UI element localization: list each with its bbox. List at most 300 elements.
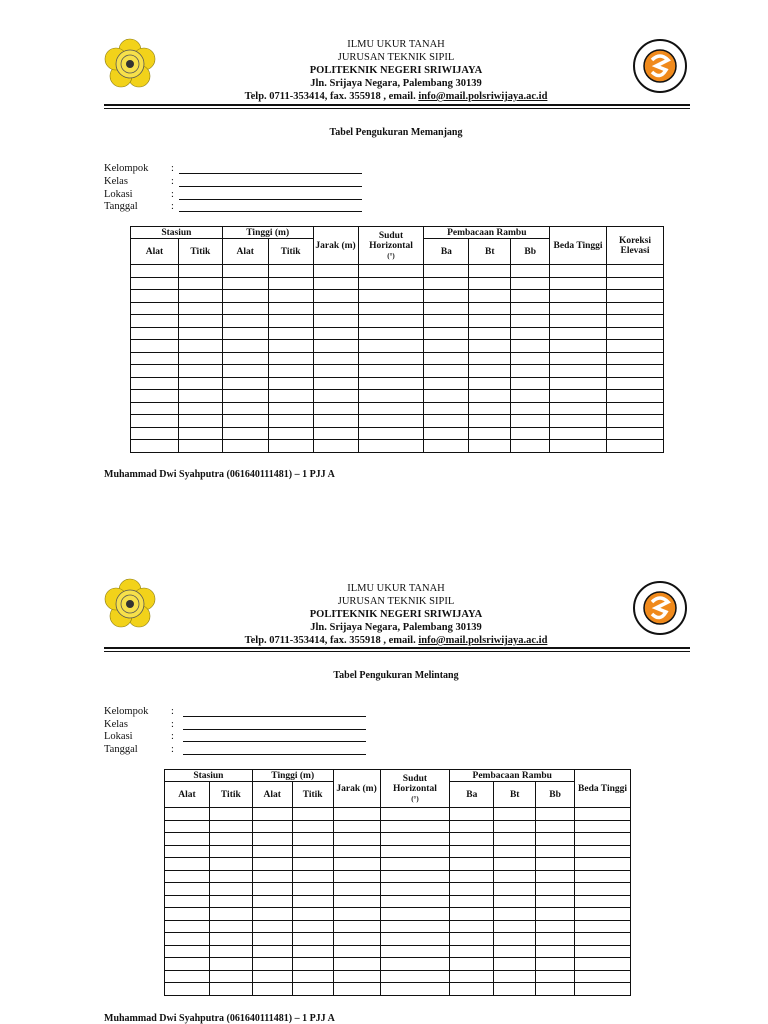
table-cell[interactable] <box>209 970 252 983</box>
table-cell[interactable] <box>131 377 179 390</box>
table-cell[interactable] <box>268 277 313 290</box>
table-cell[interactable] <box>380 845 450 858</box>
table-cell[interactable] <box>178 440 222 453</box>
table-cell[interactable] <box>511 365 550 378</box>
table-cell[interactable] <box>424 352 469 365</box>
table-cell[interactable] <box>292 883 333 896</box>
table-cell[interactable] <box>469 402 511 415</box>
table-cell[interactable] <box>575 970 631 983</box>
table-cell[interactable] <box>469 302 511 315</box>
table-cell[interactable] <box>178 290 222 303</box>
table-cell[interactable] <box>511 390 550 403</box>
table-cell[interactable] <box>178 390 222 403</box>
table-cell[interactable] <box>380 833 450 846</box>
table-cell[interactable] <box>511 265 550 278</box>
table-cell[interactable] <box>469 427 511 440</box>
kelas-input-line[interactable] <box>179 186 362 187</box>
table-cell[interactable] <box>450 958 494 971</box>
table-cell[interactable] <box>450 933 494 946</box>
table-cell[interactable] <box>358 277 424 290</box>
table-cell[interactable] <box>575 945 631 958</box>
table-cell[interactable] <box>450 883 494 896</box>
table-cell[interactable] <box>380 908 450 921</box>
table-cell[interactable] <box>550 265 607 278</box>
table-cell[interactable] <box>380 895 450 908</box>
table-cell[interactable] <box>380 820 450 833</box>
table-cell[interactable] <box>313 340 358 353</box>
table-cell[interactable] <box>550 352 607 365</box>
table-cell[interactable] <box>333 933 380 946</box>
table-cell[interactable] <box>469 415 511 428</box>
table-cell[interactable] <box>165 845 210 858</box>
table-cell[interactable] <box>222 427 268 440</box>
table-cell[interactable] <box>607 352 664 365</box>
table-cell[interactable] <box>165 908 210 921</box>
table-cell[interactable] <box>313 302 358 315</box>
table-cell[interactable] <box>494 933 536 946</box>
table-cell[interactable] <box>575 833 631 846</box>
table-cell[interactable] <box>313 440 358 453</box>
table-cell[interactable] <box>131 427 179 440</box>
table-cell[interactable] <box>424 315 469 328</box>
table-cell[interactable] <box>292 908 333 921</box>
table-cell[interactable] <box>511 277 550 290</box>
table-cell[interactable] <box>252 895 292 908</box>
table-cell[interactable] <box>222 365 268 378</box>
table-cell[interactable] <box>575 920 631 933</box>
table-cell[interactable] <box>358 365 424 378</box>
table-cell[interactable] <box>313 415 358 428</box>
table-cell[interactable] <box>550 327 607 340</box>
table-cell[interactable] <box>131 340 179 353</box>
table-cell[interactable] <box>358 315 424 328</box>
table-cell[interactable] <box>268 415 313 428</box>
kelompok-input-line[interactable] <box>179 173 362 174</box>
lokasi-input-line[interactable] <box>183 741 366 742</box>
table-cell[interactable] <box>424 277 469 290</box>
table-cell[interactable] <box>252 983 292 996</box>
table-cell[interactable] <box>607 440 664 453</box>
table-cell[interactable] <box>469 265 511 278</box>
table-cell[interactable] <box>333 883 380 896</box>
table-cell[interactable] <box>494 870 536 883</box>
table-cell[interactable] <box>358 302 424 315</box>
table-cell[interactable] <box>131 402 179 415</box>
table-cell[interactable] <box>292 970 333 983</box>
table-cell[interactable] <box>494 895 536 908</box>
table-cell[interactable] <box>222 265 268 278</box>
table-cell[interactable] <box>550 340 607 353</box>
table-cell[interactable] <box>450 808 494 821</box>
table-cell[interactable] <box>131 390 179 403</box>
table-cell[interactable] <box>424 340 469 353</box>
table-cell[interactable] <box>268 290 313 303</box>
table-cell[interactable] <box>494 908 536 921</box>
table-cell[interactable] <box>252 858 292 871</box>
table-cell[interactable] <box>536 920 575 933</box>
table-cell[interactable] <box>511 315 550 328</box>
email-link[interactable]: info@mail.polsriwijaya.ac.id <box>418 91 548 102</box>
table-cell[interactable] <box>380 808 450 821</box>
table-cell[interactable] <box>178 277 222 290</box>
table-cell[interactable] <box>209 933 252 946</box>
table-cell[interactable] <box>575 958 631 971</box>
table-cell[interactable] <box>450 870 494 883</box>
table-cell[interactable] <box>178 365 222 378</box>
table-cell[interactable] <box>494 833 536 846</box>
table-cell[interactable] <box>252 820 292 833</box>
table-cell[interactable] <box>268 340 313 353</box>
table-cell[interactable] <box>550 377 607 390</box>
table-cell[interactable] <box>469 327 511 340</box>
table-cell[interactable] <box>536 883 575 896</box>
table-cell[interactable] <box>358 265 424 278</box>
table-cell[interactable] <box>550 277 607 290</box>
table-cell[interactable] <box>268 390 313 403</box>
table-cell[interactable] <box>575 908 631 921</box>
table-cell[interactable] <box>536 933 575 946</box>
table-cell[interactable] <box>469 377 511 390</box>
table-cell[interactable] <box>358 415 424 428</box>
table-cell[interactable] <box>424 377 469 390</box>
table-cell[interactable] <box>313 290 358 303</box>
table-cell[interactable] <box>165 983 210 996</box>
table-cell[interactable] <box>469 290 511 303</box>
table-cell[interactable] <box>268 377 313 390</box>
table-cell[interactable] <box>292 845 333 858</box>
table-cell[interactable] <box>178 352 222 365</box>
table-cell[interactable] <box>380 920 450 933</box>
table-cell[interactable] <box>292 858 333 871</box>
table-cell[interactable] <box>424 302 469 315</box>
table-cell[interactable] <box>165 945 210 958</box>
table-cell[interactable] <box>165 895 210 908</box>
table-cell[interactable] <box>380 983 450 996</box>
table-cell[interactable] <box>222 315 268 328</box>
table-cell[interactable] <box>450 908 494 921</box>
table-cell[interactable] <box>131 327 179 340</box>
table-cell[interactable] <box>165 883 210 896</box>
table-cell[interactable] <box>313 402 358 415</box>
table-cell[interactable] <box>494 858 536 871</box>
table-cell[interactable] <box>165 808 210 821</box>
table-cell[interactable] <box>165 858 210 871</box>
table-cell[interactable] <box>494 820 536 833</box>
table-cell[interactable] <box>550 440 607 453</box>
table-cell[interactable] <box>575 808 631 821</box>
table-cell[interactable] <box>268 315 313 328</box>
table-cell[interactable] <box>178 377 222 390</box>
table-cell[interactable] <box>424 402 469 415</box>
table-cell[interactable] <box>252 958 292 971</box>
table-cell[interactable] <box>333 858 380 871</box>
table-cell[interactable] <box>536 945 575 958</box>
table-cell[interactable] <box>607 377 664 390</box>
table-cell[interactable] <box>313 352 358 365</box>
table-cell[interactable] <box>313 315 358 328</box>
table-cell[interactable] <box>209 945 252 958</box>
table-cell[interactable] <box>209 845 252 858</box>
table-cell[interactable] <box>209 908 252 921</box>
table-cell[interactable] <box>252 845 292 858</box>
table-cell[interactable] <box>380 958 450 971</box>
table-cell[interactable] <box>607 365 664 378</box>
table-cell[interactable] <box>313 265 358 278</box>
table-cell[interactable] <box>209 808 252 821</box>
table-cell[interactable] <box>209 895 252 908</box>
table-cell[interactable] <box>333 945 380 958</box>
table-cell[interactable] <box>165 970 210 983</box>
table-cell[interactable] <box>536 958 575 971</box>
table-cell[interactable] <box>511 290 550 303</box>
table-cell[interactable] <box>469 390 511 403</box>
table-cell[interactable] <box>536 808 575 821</box>
table-cell[interactable] <box>575 983 631 996</box>
table-cell[interactable] <box>178 415 222 428</box>
table-cell[interactable] <box>607 340 664 353</box>
table-cell[interactable] <box>268 365 313 378</box>
table-cell[interactable] <box>333 920 380 933</box>
table-cell[interactable] <box>131 265 179 278</box>
table-cell[interactable] <box>165 958 210 971</box>
table-cell[interactable] <box>268 440 313 453</box>
table-cell[interactable] <box>292 895 333 908</box>
table-cell[interactable] <box>131 352 179 365</box>
table-cell[interactable] <box>607 402 664 415</box>
table-cell[interactable] <box>424 415 469 428</box>
table-cell[interactable] <box>450 858 494 871</box>
table-cell[interactable] <box>292 958 333 971</box>
table-cell[interactable] <box>333 820 380 833</box>
table-cell[interactable] <box>607 315 664 328</box>
table-cell[interactable] <box>380 970 450 983</box>
table-cell[interactable] <box>550 315 607 328</box>
table-cell[interactable] <box>450 945 494 958</box>
table-cell[interactable] <box>494 945 536 958</box>
table-cell[interactable] <box>268 302 313 315</box>
table-cell[interactable] <box>536 870 575 883</box>
table-cell[interactable] <box>607 415 664 428</box>
table-cell[interactable] <box>358 427 424 440</box>
table-cell[interactable] <box>131 315 179 328</box>
table-cell[interactable] <box>550 402 607 415</box>
table-cell[interactable] <box>333 870 380 883</box>
table-cell[interactable] <box>550 427 607 440</box>
table-cell[interactable] <box>550 290 607 303</box>
table-cell[interactable] <box>358 340 424 353</box>
table-cell[interactable] <box>165 820 210 833</box>
table-cell[interactable] <box>469 315 511 328</box>
table-cell[interactable] <box>424 440 469 453</box>
table-cell[interactable] <box>209 920 252 933</box>
table-cell[interactable] <box>469 352 511 365</box>
table-cell[interactable] <box>469 277 511 290</box>
table-cell[interactable] <box>222 402 268 415</box>
table-cell[interactable] <box>511 327 550 340</box>
table-cell[interactable] <box>178 427 222 440</box>
tanggal-input-line[interactable] <box>179 211 362 212</box>
table-cell[interactable] <box>222 277 268 290</box>
table-cell[interactable] <box>575 933 631 946</box>
table-cell[interactable] <box>209 983 252 996</box>
table-cell[interactable] <box>607 290 664 303</box>
table-cell[interactable] <box>494 808 536 821</box>
table-cell[interactable] <box>268 402 313 415</box>
table-cell[interactable] <box>511 415 550 428</box>
table-cell[interactable] <box>450 820 494 833</box>
table-cell[interactable] <box>511 302 550 315</box>
table-cell[interactable] <box>222 440 268 453</box>
table-cell[interactable] <box>550 390 607 403</box>
table-cell[interactable] <box>380 933 450 946</box>
table-cell[interactable] <box>292 870 333 883</box>
table-cell[interactable] <box>607 265 664 278</box>
table-cell[interactable] <box>292 833 333 846</box>
table-cell[interactable] <box>252 920 292 933</box>
table-cell[interactable] <box>511 402 550 415</box>
table-cell[interactable] <box>511 352 550 365</box>
table-cell[interactable] <box>536 908 575 921</box>
table-cell[interactable] <box>178 265 222 278</box>
table-cell[interactable] <box>450 833 494 846</box>
table-cell[interactable] <box>607 277 664 290</box>
table-cell[interactable] <box>450 895 494 908</box>
lokasi-input-line[interactable] <box>179 199 362 200</box>
table-cell[interactable] <box>313 327 358 340</box>
table-cell[interactable] <box>358 390 424 403</box>
table-cell[interactable] <box>424 265 469 278</box>
table-cell[interactable] <box>222 290 268 303</box>
table-cell[interactable] <box>252 933 292 946</box>
table-cell[interactable] <box>536 895 575 908</box>
table-cell[interactable] <box>252 833 292 846</box>
email-link[interactable]: info@mail.polsriwijaya.ac.id <box>418 635 548 646</box>
table-cell[interactable] <box>358 290 424 303</box>
table-cell[interactable] <box>209 870 252 883</box>
table-cell[interactable] <box>222 415 268 428</box>
table-cell[interactable] <box>222 340 268 353</box>
table-cell[interactable] <box>333 808 380 821</box>
table-cell[interactable] <box>575 845 631 858</box>
table-cell[interactable] <box>222 390 268 403</box>
table-cell[interactable] <box>313 377 358 390</box>
table-cell[interactable] <box>358 440 424 453</box>
table-cell[interactable] <box>131 365 179 378</box>
table-cell[interactable] <box>358 327 424 340</box>
table-cell[interactable] <box>424 365 469 378</box>
table-cell[interactable] <box>575 883 631 896</box>
table-cell[interactable] <box>607 302 664 315</box>
table-cell[interactable] <box>333 833 380 846</box>
table-cell[interactable] <box>209 820 252 833</box>
table-cell[interactable] <box>358 352 424 365</box>
table-cell[interactable] <box>268 265 313 278</box>
table-cell[interactable] <box>536 983 575 996</box>
table-cell[interactable] <box>268 327 313 340</box>
table-cell[interactable] <box>424 327 469 340</box>
table-cell[interactable] <box>209 883 252 896</box>
table-cell[interactable] <box>131 415 179 428</box>
table-cell[interactable] <box>131 277 179 290</box>
table-cell[interactable] <box>494 883 536 896</box>
table-cell[interactable] <box>469 340 511 353</box>
table-cell[interactable] <box>469 440 511 453</box>
table-cell[interactable] <box>292 920 333 933</box>
table-cell[interactable] <box>550 415 607 428</box>
table-cell[interactable] <box>494 920 536 933</box>
table-cell[interactable] <box>494 970 536 983</box>
table-cell[interactable] <box>222 352 268 365</box>
table-cell[interactable] <box>494 845 536 858</box>
table-cell[interactable] <box>313 427 358 440</box>
table-cell[interactable] <box>380 870 450 883</box>
table-cell[interactable] <box>165 933 210 946</box>
table-cell[interactable] <box>222 327 268 340</box>
table-cell[interactable] <box>252 908 292 921</box>
table-cell[interactable] <box>494 958 536 971</box>
tanggal-input-line[interactable] <box>183 754 366 755</box>
table-cell[interactable] <box>575 820 631 833</box>
table-cell[interactable] <box>292 945 333 958</box>
table-cell[interactable] <box>333 845 380 858</box>
table-cell[interactable] <box>252 970 292 983</box>
table-cell[interactable] <box>222 302 268 315</box>
table-cell[interactable] <box>450 920 494 933</box>
table-cell[interactable] <box>313 277 358 290</box>
table-cell[interactable] <box>607 427 664 440</box>
table-cell[interactable] <box>252 883 292 896</box>
table-cell[interactable] <box>178 315 222 328</box>
table-cell[interactable] <box>536 845 575 858</box>
table-cell[interactable] <box>424 390 469 403</box>
table-cell[interactable] <box>607 327 664 340</box>
table-cell[interactable] <box>536 858 575 871</box>
table-cell[interactable] <box>424 427 469 440</box>
table-cell[interactable] <box>536 820 575 833</box>
table-cell[interactable] <box>131 290 179 303</box>
table-cell[interactable] <box>222 377 268 390</box>
table-cell[interactable] <box>209 858 252 871</box>
table-cell[interactable] <box>292 983 333 996</box>
table-cell[interactable] <box>209 833 252 846</box>
table-cell[interactable] <box>209 958 252 971</box>
table-cell[interactable] <box>268 352 313 365</box>
table-cell[interactable] <box>380 858 450 871</box>
table-cell[interactable] <box>292 808 333 821</box>
table-cell[interactable] <box>536 970 575 983</box>
table-cell[interactable] <box>575 858 631 871</box>
table-cell[interactable] <box>165 870 210 883</box>
kelompok-input-line[interactable] <box>183 716 366 717</box>
table-cell[interactable] <box>511 440 550 453</box>
table-cell[interactable] <box>333 895 380 908</box>
table-cell[interactable] <box>292 933 333 946</box>
table-cell[interactable] <box>252 870 292 883</box>
table-cell[interactable] <box>450 845 494 858</box>
table-cell[interactable] <box>131 440 179 453</box>
table-cell[interactable] <box>131 302 179 315</box>
table-cell[interactable] <box>424 290 469 303</box>
table-cell[interactable] <box>550 302 607 315</box>
table-cell[interactable] <box>333 983 380 996</box>
table-cell[interactable] <box>575 895 631 908</box>
table-cell[interactable] <box>511 427 550 440</box>
table-cell[interactable] <box>165 833 210 846</box>
table-cell[interactable] <box>333 908 380 921</box>
table-cell[interactable] <box>178 402 222 415</box>
table-cell[interactable] <box>165 920 210 933</box>
table-cell[interactable] <box>178 327 222 340</box>
